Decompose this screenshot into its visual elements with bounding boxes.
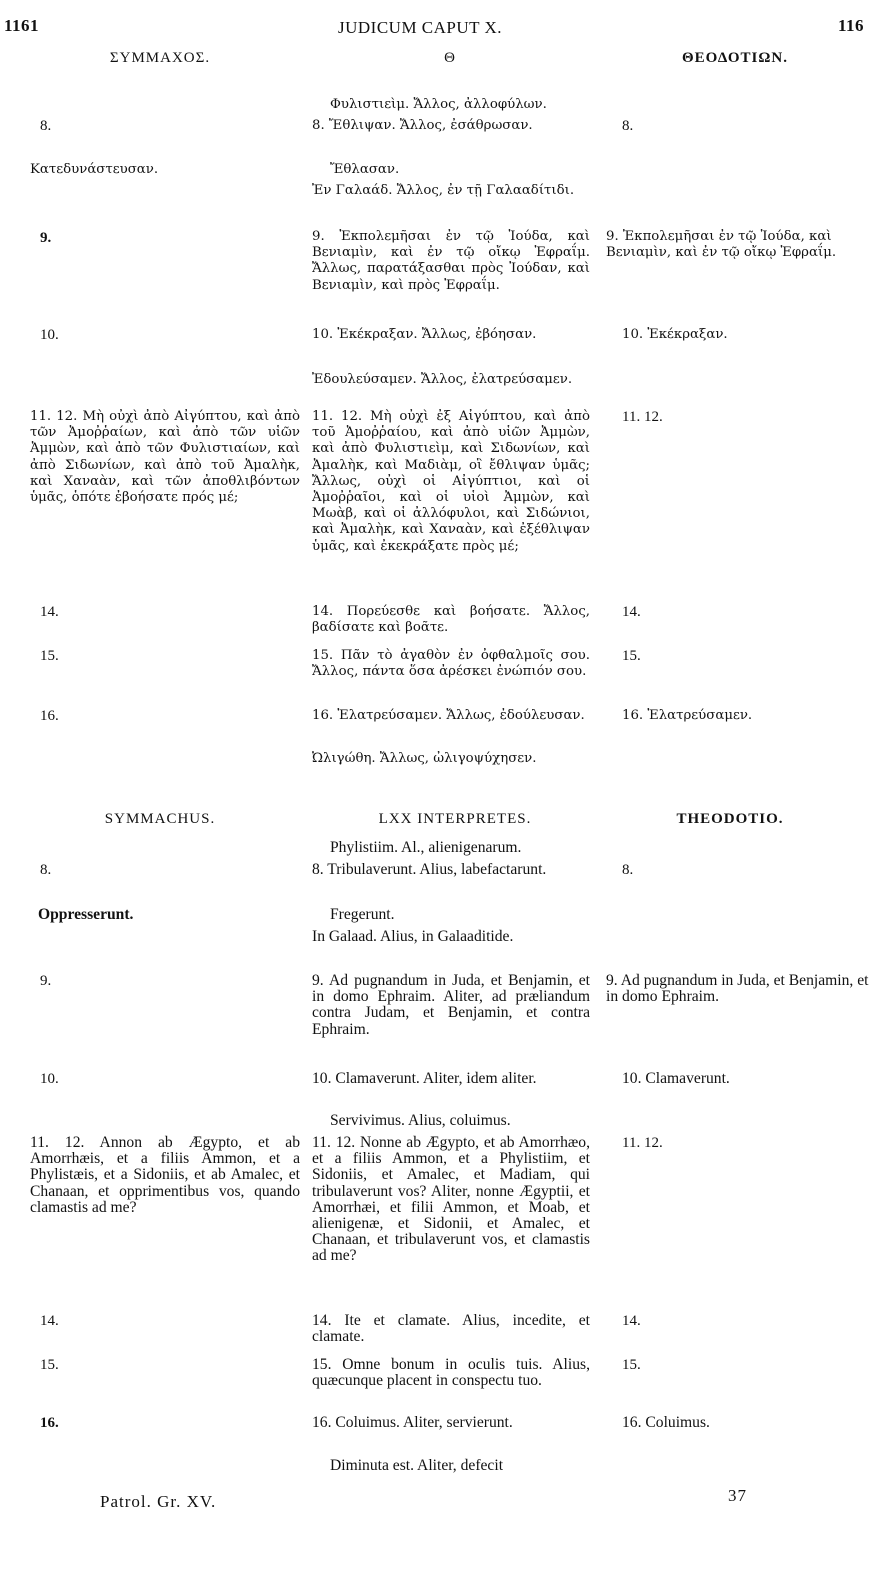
latin-center-verse-10: 10. Clamaverunt. Aliter, idem aliter.	[312, 1070, 537, 1087]
latin-center-verse-9: 9. Ad pugnandum in Juda, et Benjamin, et in domo Ephraim. Aliter, ad præliandum contra Judam, et Benjamin, et contra Ephraim.	[312, 972, 590, 1038]
page-title: JUDICUM CAPUT X.	[338, 18, 503, 37]
greek-center-phylistieim: Φυλιστιεὶμ. Ἄλλος, ἀλλοφύλων.	[330, 97, 547, 112]
latin-heading-symmachus: SYMMACHUS.	[104, 811, 216, 827]
latin-right-verse-8: 8.	[622, 862, 634, 878]
greek-center-verse-10: 10. Ἐκέκραξαν. Ἄλλως, ἐβόησαν.	[312, 327, 537, 342]
footer-signature-number: 37	[728, 1486, 747, 1505]
greek-right-verse-9: 9. Ἐκπολεμῆσαι ἐν τῷ Ἰούδα, καὶ Βενιαμὶν, καὶ ἐν τῷ οἴκῳ Ἐφραΐμ.	[606, 229, 837, 261]
latin-right-verse-14: 14.	[622, 1313, 641, 1329]
greek-right-verse-16: 16. Ἐλατρεύσαμεν.	[622, 708, 753, 723]
greek-center-verse-11-12: 11. 12. Μὴ οὐχὶ ἐξ Αἰγύπτου, καὶ ἀπὸ τοῦ Ἀμοῤῥαίου, καὶ ἀπὸ υἱῶν Ἀμμὼν, καὶ ἀπὸ Φυλιστιεὶμ, καὶ Σιδωνίων, καὶ Ἀμαλὴκ, καὶ Μαδιὰμ, οἳ ἔθλιψαν ὑμᾶς; Ἄλλως, οὐχὶ οἱ Αἰγύπτιοι, καὶ οἱ Ἀμοῤῥαῖοι, καὶ οἱ υἱοὶ Ἀμμὼν, καὶ Μωὰβ, καὶ οἱ ἀλλόφυλοι, καὶ Σιδώνιοι, καὶ Ἀμαλὴκ, καὶ Χαναὰν, καὶ ἐξέθλιψαν ὑμᾶς, καὶ ἐκεκράξατε πρὸς μέ;	[312, 409, 590, 554]
greek-center-verse-15: 15. Πᾶν τὸ ἀγαθὸν ἐν ὀφθαλμοῖς σου. Ἄλλος, πάντα ὅσα ἀρέσκει ἐνώπιόν σου.	[312, 648, 590, 680]
page-number-right: 116	[838, 16, 865, 35]
greek-heading-theodotion: ΘΕΟΔΟΤΙΩΝ.	[682, 50, 788, 66]
latin-center-galaad: In Galaad. Alius, in Galaaditide.	[312, 928, 514, 945]
greek-right-verse-14: 14.	[622, 604, 641, 620]
greek-heading-symmachus: ΣΥΜΜΑΧΟΣ.	[109, 50, 211, 66]
latin-center-verse-16: 16. Coluimus. Aliter, servierunt.	[312, 1414, 513, 1431]
greek-center-verse-16: 16. Ἐλατρεύσαμεν. Ἄλλως, ἐδούλευσαν.	[312, 708, 585, 723]
greek-center-oligothe: Ὠλιγώθη. Ἄλλως, ὠλιγοψύχησεν.	[312, 751, 537, 766]
greek-center-ethlasan: Ἔθλασαν.	[330, 162, 400, 177]
greek-left-katedynasteusan: Κατεδυνάστευσαν.	[30, 162, 159, 177]
greek-left-verse-10: 10.	[40, 327, 59, 343]
latin-left-verse-15: 15.	[40, 1357, 59, 1373]
greek-left-verse-8: 8.	[40, 118, 52, 134]
latin-left-verse-9: 9.	[40, 973, 52, 989]
latin-heading-lxx: LXX INTERPRETES.	[378, 811, 532, 827]
greek-center-verse-9: 9. Ἐκπολεμῆσαι ἐν τῷ Ἰούδα, καὶ Βενιαμὶν, καὶ ἐν τῷ οἴκῳ Ἐφραΐμ. Ἄλλως, παρατάξασθαι πρὸς Ἰούδαν, καὶ Βενιαμὶν, καὶ πρὸς Ἐφραΐμ.	[312, 229, 590, 293]
greek-left-verse-15: 15.	[40, 648, 59, 664]
latin-heading-theodotio: THEODOTIO.	[676, 811, 784, 827]
latin-center-verse-11-12: 11. 12. Nonne ab Ægypto, et ab Amorrhæo, et a filiis Ammon, et a Phylistiim, et Sidoniis, et Amalec, et Madiam, qui tribulaverunt vos? Aliter, nonne Ægyptii, et Amorrhæi, et filii Ammon, et Moab, et alienigenæ, et Sidonii, et Amalec, et Chanaan, et tribulaverunt vos, et clamastis ad me?	[312, 1134, 590, 1265]
greek-heading-lxx: Θ	[444, 50, 456, 66]
latin-left-verse-11-12: 11. 12. Annon ab Ægypto, et ab Amorrhæis, et a filiis Ammon, et a Phylistæis, et a Sidoniis, et ab Amalec, et Chanaan, et opprimentibus vos, quando clamastis ad me?	[30, 1134, 300, 1216]
latin-right-verse-16: 16. Coluimus.	[622, 1414, 710, 1431]
greek-center-edouleusamen: Ἐδουλεύσαμεν. Ἄλλος, ἐλατρεύσαμεν.	[312, 372, 573, 387]
latin-right-verse-11-12: 11. 12.	[622, 1135, 663, 1151]
latin-center-servivimus: Servivimus. Alius, coluimus.	[330, 1112, 511, 1129]
latin-center-phylistiim: Phylistiim. Al., alienigenarum.	[330, 839, 522, 856]
greek-left-verse-9: 9.	[40, 230, 52, 246]
latin-right-verse-9: 9. Ad pugnandum in Juda, et Benjamin, et in domo Ephraim.	[606, 972, 869, 1006]
greek-left-verse-11-12: 11. 12. Μὴ οὐχὶ ἀπὸ Αἰγύπτου, καὶ ἀπὸ τῶν Ἀμοῤῥαίων, καὶ ἀπὸ τῶν υἱῶν Ἀμμὼν, καὶ ἀπὸ τῶν Φυλιστιαίων, καὶ ἀπὸ Σιδωνίων, καὶ ἀπὸ τοῦ Ἀμαλὴκ, καὶ Χαναὰν, καὶ τῶν ἀποθλιβόντων ὑμᾶς, ὁπότε ἐβοήσατε πρός μέ;	[30, 409, 300, 506]
greek-right-verse-15: 15.	[622, 648, 641, 664]
greek-center-galaad: Ἐν Γαλαάδ. Ἄλλος, ἐν τῇ Γαλααδίτιδι.	[312, 183, 575, 198]
greek-right-verse-8: 8.	[622, 118, 634, 134]
greek-left-verse-14: 14.	[40, 604, 59, 620]
footer-patrologia: Patrol. Gr. XV.	[100, 1492, 217, 1511]
greek-right-verse-10: 10. Ἐκέκραξαν.	[622, 327, 728, 342]
latin-left-verse-10: 10.	[40, 1071, 59, 1087]
latin-center-diminuta: Diminuta est. Aliter, defecit	[330, 1457, 504, 1474]
latin-left-oppresserunt: Oppresserunt.	[38, 906, 134, 923]
latin-left-verse-16: 16.	[40, 1415, 59, 1431]
page-number-left: 1161	[4, 16, 40, 35]
latin-center-verse-8: 8. Tribulaverunt. Alius, labefactarunt.	[312, 861, 547, 878]
latin-left-verse-14: 14.	[40, 1313, 59, 1329]
greek-right-verse-11-12: 11. 12.	[622, 409, 663, 425]
latin-center-verse-14: 14. Ite et clamate. Alius, incedite, et clamate.	[312, 1312, 590, 1346]
latin-center-verse-15: 15. Omne bonum in oculis tuis. Alius, quæcunque placent in conspectu tuo.	[312, 1356, 590, 1390]
greek-left-verse-16: 16.	[40, 708, 59, 724]
greek-center-verse-14: 14. Πορεύεσθε καὶ βοήσατε. Ἄλλος, βαδίσατε καὶ βοᾶτε.	[312, 604, 590, 636]
latin-center-fregerunt: Fregerunt.	[330, 906, 395, 923]
latin-right-verse-10: 10. Clamaverunt.	[622, 1070, 730, 1087]
greek-center-verse-8: 8. Ἔθλιψαν. Ἄλλος, ἐσάθρωσαν.	[312, 118, 533, 133]
latin-left-verse-8: 8.	[40, 862, 52, 878]
latin-right-verse-15: 15.	[622, 1357, 641, 1373]
